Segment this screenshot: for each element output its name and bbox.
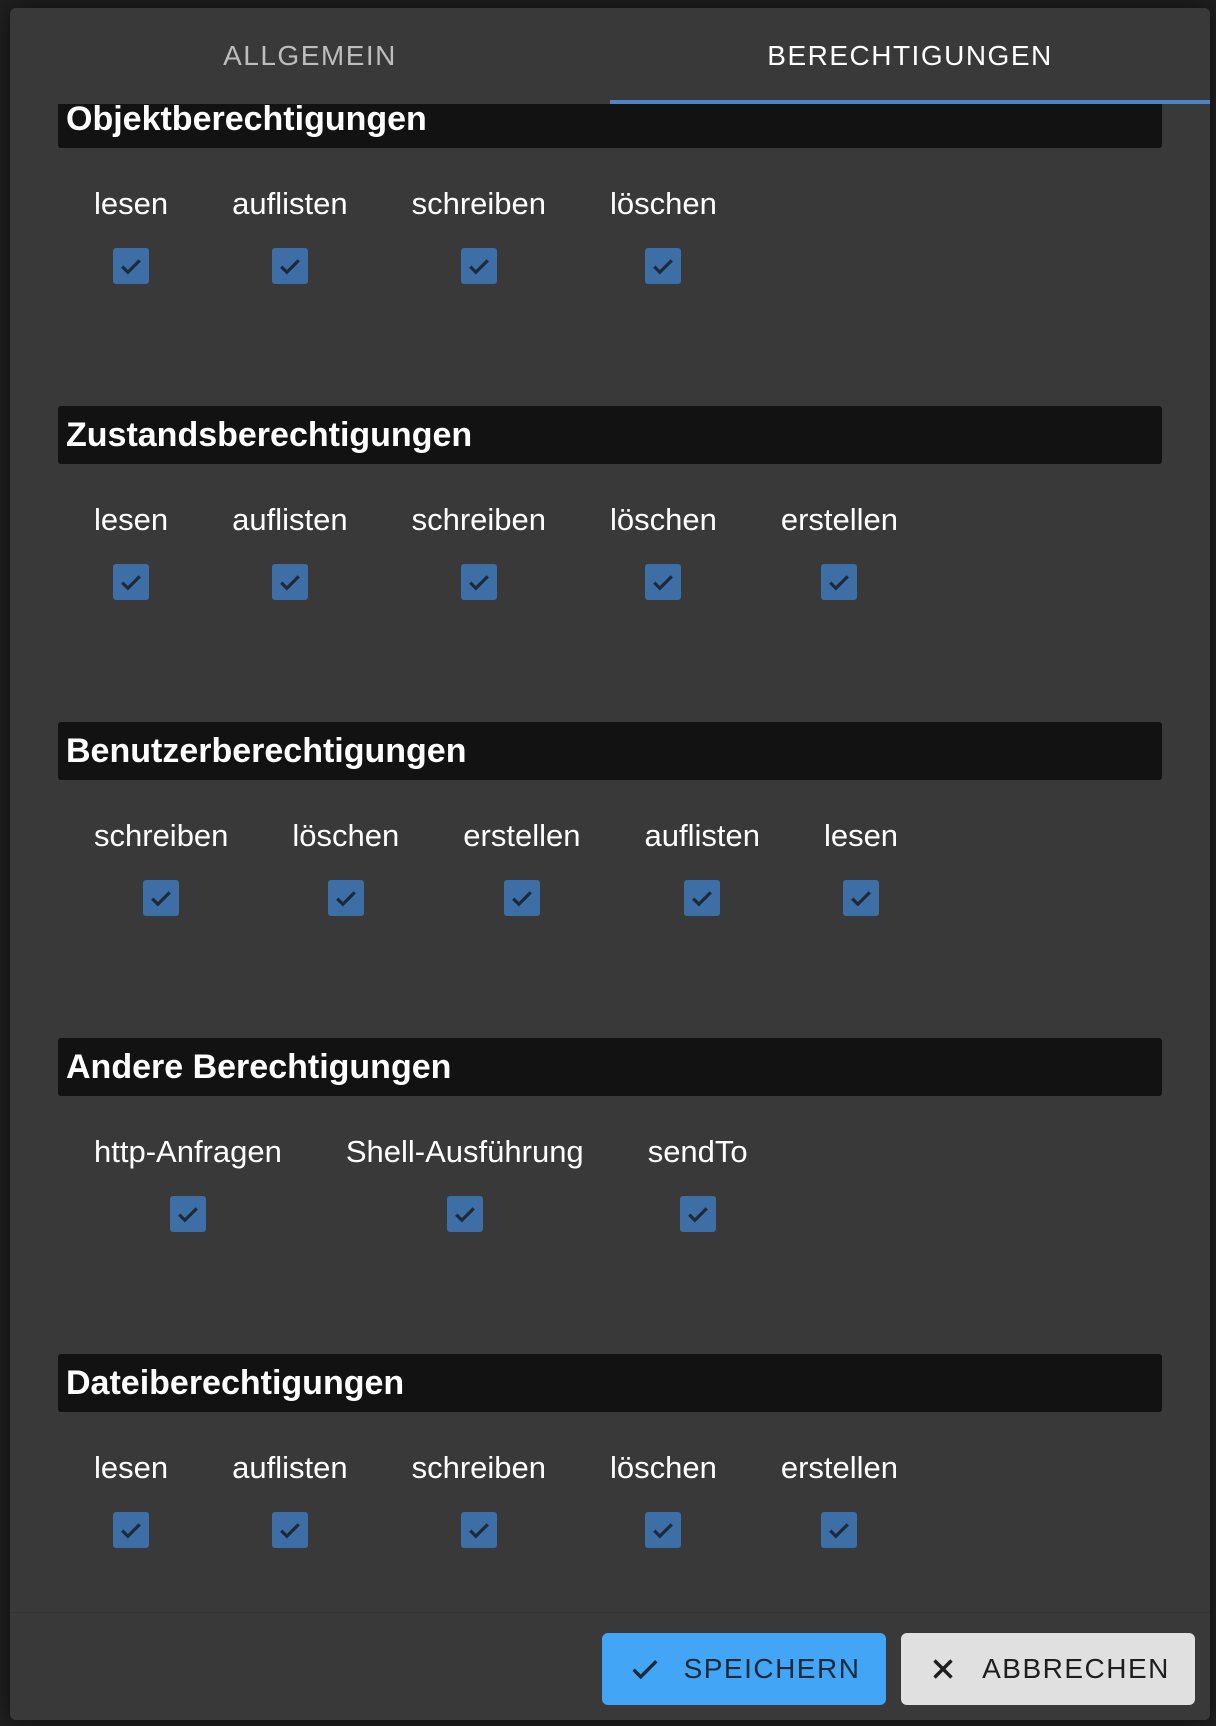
check-icon [648,251,678,281]
permission-checkbox[interactable] [113,1512,149,1548]
permission-section [58,104,1162,284]
user-edit-dialog [10,8,1210,1720]
permission-checkbox[interactable] [645,564,681,600]
permission-item [594,502,733,600]
section-title: Zustandsberechtigungen [58,406,1162,464]
permission-item [765,502,914,600]
permission-item [396,1450,562,1548]
permission-item [78,186,184,284]
permission-label: auflisten [232,502,348,537]
permission-item [78,502,184,600]
dialog-footer [10,1612,1210,1720]
permission-checkbox[interactable] [143,880,179,916]
permission-label: schreiben [411,502,546,537]
permission-item [216,1450,363,1548]
permission-section [58,406,1162,600]
permission-item [78,1134,298,1232]
permission-label: lesen [823,818,899,853]
check-icon [464,251,494,281]
permission-checkbox[interactable] [645,1512,681,1548]
permissions-content[interactable] [10,104,1210,1612]
check-icon [450,1199,480,1229]
permission-checkbox[interactable] [328,880,364,916]
check-icon [116,251,146,281]
check-icon [648,567,678,597]
permission-label: erstellen [780,502,899,537]
section-title: Objektberechtigungen [58,104,1162,148]
permission-item [330,1134,600,1232]
permission-item [594,1450,733,1548]
check-icon [683,1199,713,1229]
permission-checkbox[interactable] [461,564,497,600]
permission-row [58,818,1162,916]
permission-checkbox[interactable] [272,564,308,600]
permission-item [396,186,562,284]
permission-label: sendTo [647,1134,748,1169]
permission-item [276,818,415,916]
permission-label: erstellen [780,1450,899,1485]
permission-label: erstellen [463,818,581,853]
check-icon [146,883,176,913]
permission-label: löschen [292,818,400,853]
permission-label: lesen [94,186,169,221]
permission-checkbox[interactable] [170,1196,206,1232]
permission-checkbox[interactable] [272,248,308,284]
check-icon [846,883,876,913]
permission-label: lesen [94,502,169,537]
check-icon [173,1199,203,1229]
check-icon [275,1515,305,1545]
check-icon [628,1652,662,1686]
active-tab-indicator [610,100,1210,104]
section-title: Andere Berechtigungen [58,1038,1162,1096]
permission-checkbox[interactable] [447,1196,483,1232]
check-icon [275,251,305,281]
check-icon [687,883,717,913]
permission-item [78,1450,184,1548]
permission-checkbox[interactable] [504,880,540,916]
permission-label: schreiben [411,186,546,221]
permission-label: auflisten [644,818,760,853]
permission-section [58,1354,1162,1548]
permission-item [628,818,775,916]
permission-item [765,1450,914,1548]
check-icon [464,567,494,597]
permission-label: http-Anfragen [94,1134,282,1169]
permission-item [808,818,914,916]
permission-checkbox[interactable] [113,248,149,284]
tab-berechtigungen[interactable]: BERECHTIGUNGEN [767,40,1053,71]
check-icon [507,883,537,913]
cancel-button[interactable] [901,1633,1195,1705]
check-icon [331,883,361,913]
check-icon [116,1515,146,1545]
permission-label: lesen [94,1450,169,1485]
permission-label: auflisten [232,186,348,221]
permission-item [216,502,363,600]
permission-checkbox[interactable] [461,1512,497,1548]
permission-label: schreiben [94,818,229,853]
permission-checkbox[interactable] [843,880,879,916]
check-icon [824,1515,854,1545]
permission-checkbox[interactable] [680,1196,716,1232]
permission-checkbox[interactable] [645,248,681,284]
permission-label: schreiben [411,1450,546,1485]
check-icon [464,1515,494,1545]
permission-checkbox[interactable] [272,1512,308,1548]
permission-checkbox[interactable] [821,1512,857,1548]
permission-checkbox[interactable] [113,564,149,600]
tab-bar [10,8,1210,104]
section-title: Benutzerberechtigungen [58,722,1162,780]
permission-item [594,186,733,284]
check-icon [648,1515,678,1545]
section-title: Dateiberechtigungen [58,1354,1162,1412]
permission-checkbox[interactable] [461,248,497,284]
permission-item [447,818,596,916]
permission-row [58,502,1162,600]
check-icon [275,567,305,597]
permission-item [216,186,363,284]
permission-label: löschen [610,502,717,537]
tab-allgemein[interactable]: ALLGEMEIN [223,40,397,71]
permission-item [396,502,562,600]
permission-checkbox[interactable] [684,880,720,916]
permission-section [58,1038,1162,1232]
permission-label: Shell-Ausführung [345,1134,584,1169]
permission-label: löschen [610,186,717,221]
permission-row [58,1450,1162,1548]
permission-item [78,818,244,916]
permission-label: auflisten [232,1450,348,1485]
check-icon [116,567,146,597]
cancel-button-label: ABBRECHEN [982,1653,1170,1684]
permission-row [58,1134,1162,1232]
permission-row [58,186,1162,284]
permission-item [632,1134,764,1232]
permission-label: löschen [610,1450,717,1485]
permission-section [58,722,1162,916]
permission-checkbox[interactable] [821,564,857,600]
save-button[interactable] [602,1633,886,1705]
check-icon [824,567,854,597]
save-button-label: SPEICHERN [683,1653,861,1684]
close-icon [926,1652,960,1686]
